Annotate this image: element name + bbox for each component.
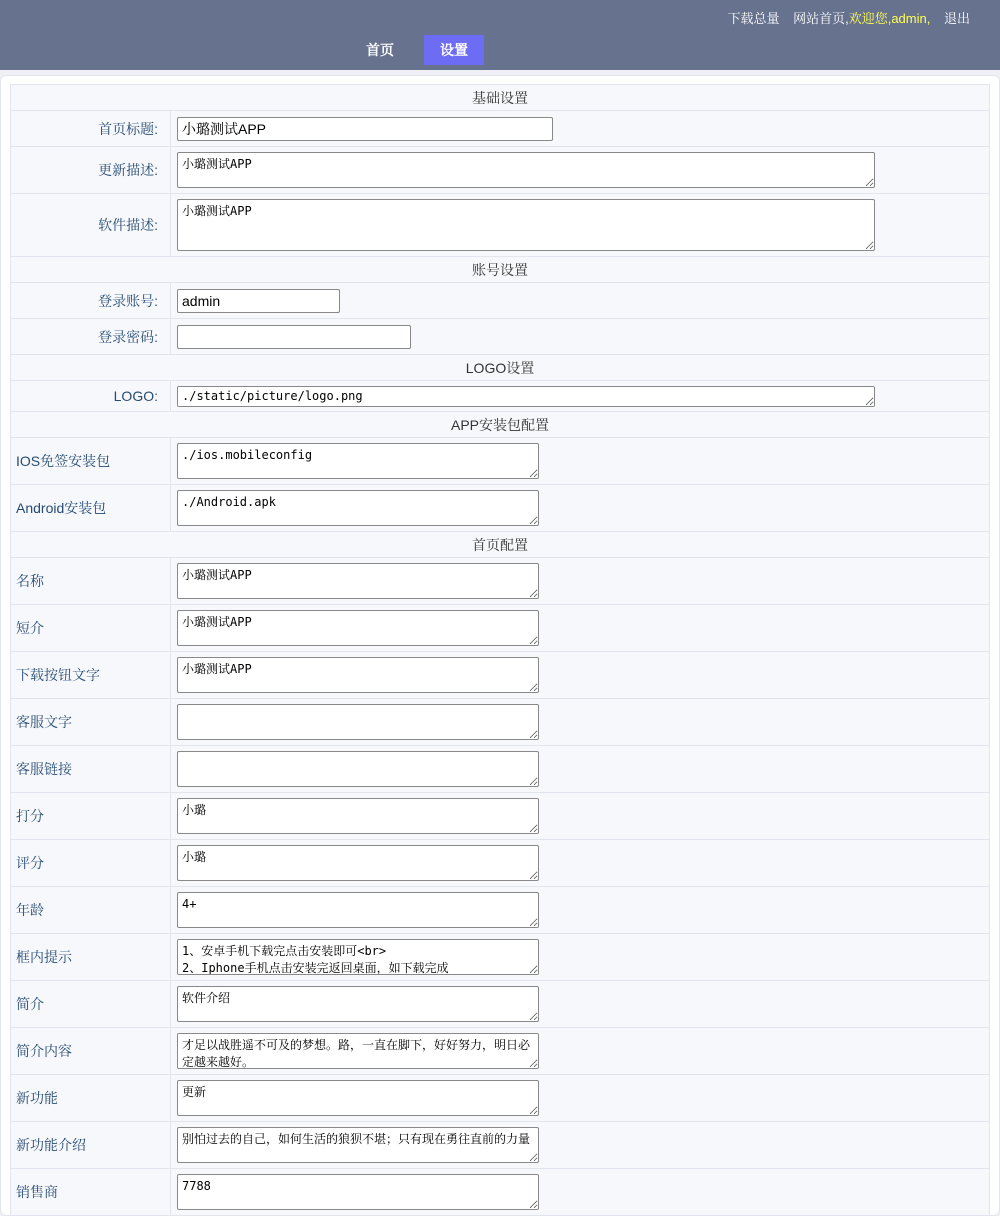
new-feature-textarea[interactable] xyxy=(177,1080,539,1116)
section-logo: LOGO设置 xyxy=(11,355,990,381)
rating-textarea[interactable] xyxy=(177,845,539,881)
name-textarea[interactable] xyxy=(177,563,539,599)
login-account-input[interactable] xyxy=(177,289,340,313)
login-account-label: 登录账号: xyxy=(11,283,171,319)
new-feature-desc-textarea[interactable] xyxy=(177,1127,539,1163)
intro-label: 简介 xyxy=(11,981,171,1028)
ios-package-textarea[interactable] xyxy=(177,443,539,479)
score-label: 打分 xyxy=(11,793,171,840)
seller-textarea[interactable] xyxy=(177,1174,539,1210)
top-bar xyxy=(0,0,1000,70)
box-tip-label: 框内提示 xyxy=(11,934,171,981)
download-button-text-textarea[interactable] xyxy=(177,657,539,693)
section-app: APP安装包配置 xyxy=(11,412,990,438)
login-password-input[interactable] xyxy=(177,325,411,349)
intro-textarea[interactable] xyxy=(177,986,539,1022)
site-home-link[interactable]: 网站首页, xyxy=(793,11,849,26)
service-text-label: 客服文字 xyxy=(11,699,171,746)
rating-label: 评分 xyxy=(11,840,171,887)
seller-label: 销售商 xyxy=(11,1169,171,1216)
intro-content-label: 简介内容 xyxy=(11,1028,171,1075)
section-basic: 基础设置 xyxy=(11,85,990,111)
nav-home[interactable]: 首页 xyxy=(366,42,394,58)
short-intro-label: 短介 xyxy=(11,605,171,652)
logo-label: LOGO: xyxy=(11,381,171,412)
ios-package-label: IOS免签安装包 xyxy=(11,438,171,485)
android-package-label: Android安装包 xyxy=(11,485,171,532)
main-nav xyxy=(350,35,498,65)
age-label: 年龄 xyxy=(11,887,171,934)
software-desc-textarea[interactable] xyxy=(177,199,875,251)
score-textarea[interactable] xyxy=(177,798,539,834)
welcome-text: 欢迎您,admin, xyxy=(848,11,931,26)
box-tip-textarea[interactable] xyxy=(177,939,539,975)
service-text-textarea[interactable] xyxy=(177,704,539,740)
logo-path-textarea[interactable] xyxy=(177,386,875,407)
new-feature-desc-label: 新功能介绍 xyxy=(11,1122,171,1169)
short-intro-textarea[interactable] xyxy=(177,610,539,646)
settings-table xyxy=(10,84,990,1216)
home-title-label: 首页标题: xyxy=(11,111,171,147)
age-textarea[interactable] xyxy=(177,892,539,928)
download-total-link[interactable]: 下载总量 xyxy=(727,11,780,26)
section-account: 账号设置 xyxy=(11,257,990,283)
service-link-textarea[interactable] xyxy=(177,751,539,787)
section-home: 首页配置 xyxy=(11,532,990,558)
software-desc-label: 软件描述: xyxy=(11,194,171,257)
update-desc-label: 更新描述: xyxy=(11,147,171,194)
logout-link[interactable]: 退出 xyxy=(943,11,970,26)
service-link-label: 客服链接 xyxy=(11,746,171,793)
nav-settings[interactable]: 设置 xyxy=(424,35,484,65)
login-password-label: 登录密码: xyxy=(11,319,171,355)
android-package-textarea[interactable] xyxy=(177,490,539,526)
update-desc-textarea[interactable] xyxy=(177,152,875,188)
settings-panel xyxy=(0,75,1000,1216)
top-links xyxy=(717,8,970,27)
name-label: 名称 xyxy=(11,558,171,605)
download-button-text-label: 下载按钮文字 xyxy=(11,652,171,699)
home-title-input[interactable] xyxy=(177,117,553,141)
new-feature-label: 新功能 xyxy=(11,1075,171,1122)
intro-content-textarea[interactable] xyxy=(177,1033,539,1069)
